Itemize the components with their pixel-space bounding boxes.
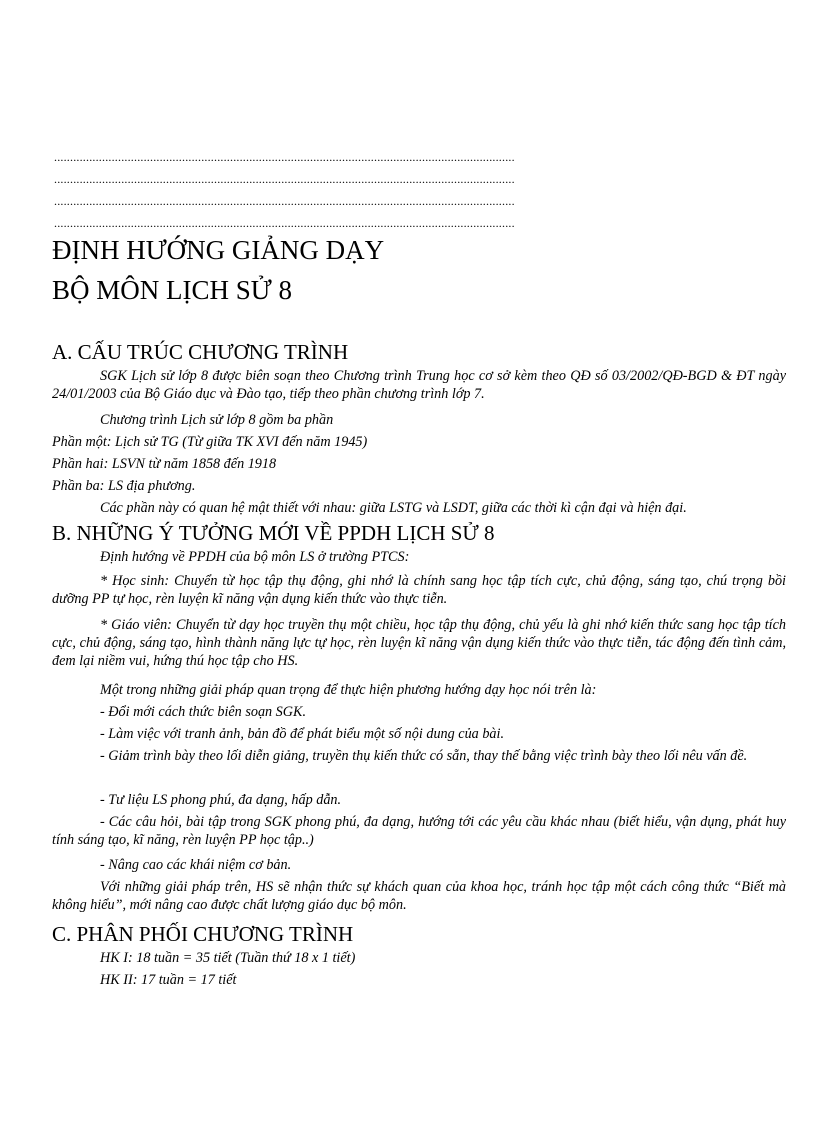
section-a-heading: A. CẤU TRÚC CHƯƠNG TRÌNH xyxy=(52,340,349,364)
section-c-hk2: HK II: 17 tuần = 17 tiết xyxy=(100,972,237,988)
dotted-line-4: ................................................................................................................................................ xyxy=(54,216,515,230)
section-a-part-1: Phần một: Lịch sử TG (Từ giữa TK XVI đến năm 1945) xyxy=(52,434,368,450)
document-title-line-2: BỘ MÔN LỊCH SỬ 8 xyxy=(52,275,292,305)
section-b-item-2: - Làm việc với tranh ảnh, bản đồ để phát biểu một số nội dung của bài. xyxy=(100,726,504,742)
section-b-item-4: - Tư liệu LS phong phú, đa dạng, hấp dẫn. xyxy=(100,792,342,808)
section-b-item-5: - Các câu hỏi, bài tập trong SGK phong phú, đa dạng, hướng tới các yêu cầu khác nhau (biết hiểu, vận dụng, phát huy tính sáng tạo, kĩ năng, rèn luyện PP học tập..) xyxy=(52,814,786,848)
dotted-line-3: ................................................................................................................................................ xyxy=(54,194,515,208)
section-b-heading: B. NHỮNG Ý TƯỞNG MỚI VỀ PPDH LỊCH SỬ 8 xyxy=(52,521,495,545)
section-b-item-3: - Giảm trình bày theo lối diễn giảng, truyền thụ kiến thức có sẵn, thay thế bằng việc trình bày theo lối nêu vấn đề. xyxy=(100,748,748,764)
section-c-heading: C. PHÂN PHỐI CHƯƠNG TRÌNH xyxy=(52,922,354,946)
dotted-line-2: ................................................................................................................................................ xyxy=(54,172,515,186)
section-a-intro: SGK Lịch sử lớp 8 được biên soạn theo Chương trình Trung học cơ sở kèm theo QĐ số 03/2002/QĐ-BGD & ĐT ngày 24/01/2003 của Bộ Giáo dục và Đào tạo, tiếp theo phần chương trình lớp 7. xyxy=(52,368,786,402)
section-b-item-1: - Đổi mới cách thức biên soạn SGK. xyxy=(100,704,307,720)
section-b-conclusion: Với những giải pháp trên, HS sẽ nhận thức sự khách quan của khoa học, tránh học tập một cách công thức “Biết mà không hiểu”, mới nâng cao được chất lượng giáo dục bộ môn. xyxy=(52,879,786,913)
dotted-line-1: ................................................................................................................................................ xyxy=(54,150,515,164)
section-b-item-6: - Nâng cao các khái niệm cơ bản. xyxy=(100,857,292,873)
section-c-hk1: HK I: 18 tuần = 35 tiết (Tuần thứ 18 x 1 tiết) xyxy=(100,950,356,966)
section-b-solution-intro: Một trong những giải pháp quan trọng để thực hiện phương hướng dạy học nói trên là: xyxy=(100,682,597,698)
section-b-students: * Học sinh: Chuyển từ học tập thụ động, ghi nhớ là chính sang học tập tích cực, chủ động, sáng tạo, chú trọng bồi dưỡng PP tự học, rèn luyện kĩ năng vận dụng kiến thức vào thực tiễn. xyxy=(52,573,786,607)
document-title-line-1: ĐỊNH HƯỚNG GIẢNG DẠY xyxy=(52,235,385,265)
section-a-structure: Chương trình Lịch sử lớp 8 gồm ba phần xyxy=(100,412,334,428)
section-a-relation: Các phần này có quan hệ mật thiết với nhau: giữa LSTG và LSDT, giữa các thời kì cận đại và hiện đại. xyxy=(100,500,687,516)
section-b-orientation: Định hướng về PPDH của bộ môn LS ở trường PTCS: xyxy=(100,549,410,565)
section-a-part-2: Phần hai: LSVN từ năm 1858 đến 1918 xyxy=(52,456,277,472)
section-a-part-3: Phần ba: LS địa phương. xyxy=(52,478,196,494)
section-b-teachers: * Giáo viên: Chuyển từ dạy học truyền thụ một chiều, học tập thụ động, chủ yếu là ghi nhớ kiến thức sang học tập tích cực, chủ động, sáng tạo, hình thành năng lực tự học, rèn luyện kĩ năng vận dụng kiến thức vào thực tiễn, tác động đến tình cảm, đem lại niềm vui, hứng thú học tập cho HS. xyxy=(52,617,786,669)
